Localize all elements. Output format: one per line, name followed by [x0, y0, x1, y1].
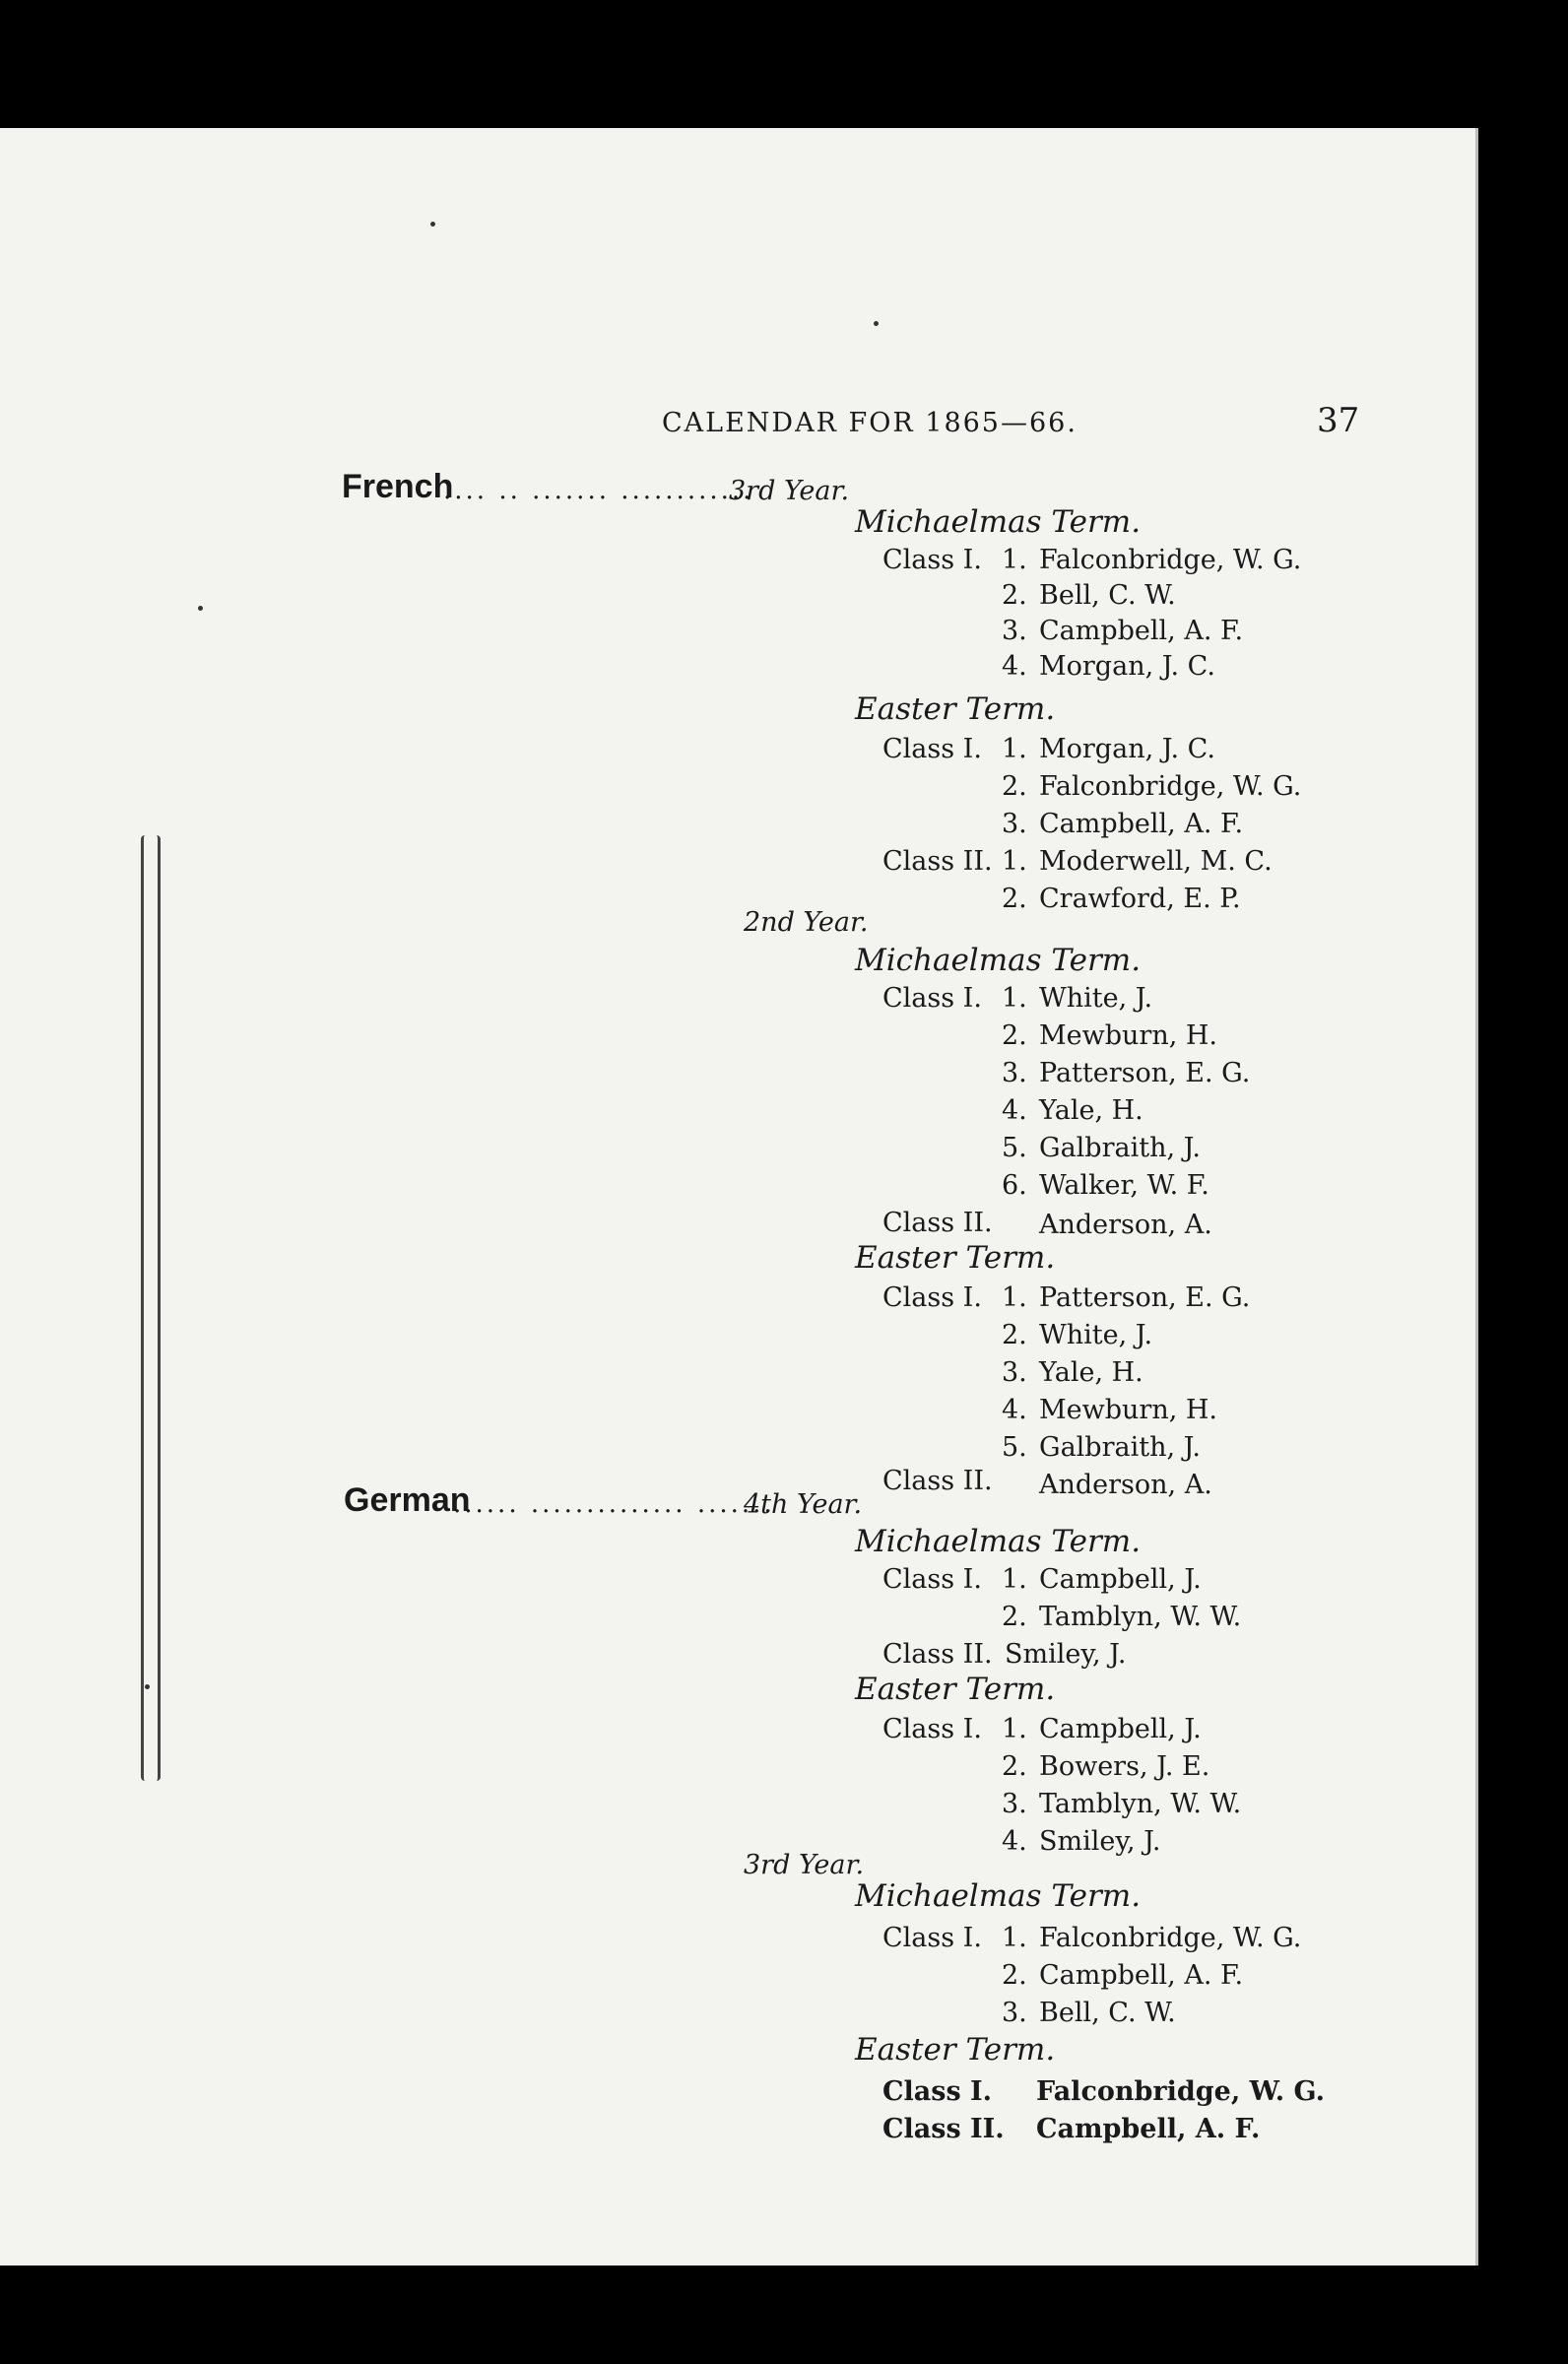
dot-leader: .... .. ....... ............ [443, 476, 754, 505]
year-label: 3rd Year. [729, 476, 850, 506]
ink-speck [198, 606, 203, 611]
rank-number: 1. [1002, 983, 1027, 1014]
rank-number: 1. [1002, 1714, 1027, 1744]
rank-number: 4. [1002, 1095, 1027, 1126]
student-name: Yale, H. [1039, 1357, 1143, 1388]
class-label: Class II. [882, 1639, 993, 1670]
subject-title: French [342, 468, 454, 505]
rank-number: 1. [1002, 1564, 1027, 1595]
rank-number: 3. [1002, 809, 1027, 839]
ink-speck [145, 1684, 150, 1689]
class-label: Class I. [882, 983, 982, 1014]
term-heading: Michaelmas Term. [855, 504, 1142, 540]
rank-number: 4. [1002, 1395, 1027, 1425]
rank-number: 4. [1002, 651, 1027, 682]
class-label: Class I. [882, 2076, 993, 2107]
student-name: Bell, C. W. [1039, 580, 1176, 611]
class-label: Class II. [882, 846, 993, 877]
student-name: Anderson, A. [1039, 1210, 1212, 1240]
student-name: Campbell, J. [1039, 1564, 1202, 1595]
rank-number: 1. [1002, 545, 1027, 575]
ink-speck [874, 321, 879, 326]
student-name: Falconbridge, W. G. [1039, 771, 1302, 802]
student-name: Tamblyn, W. W. [1039, 1789, 1242, 1819]
student-name: Campbell, A. F. [1039, 809, 1244, 839]
term-heading: Michaelmas Term. [855, 1878, 1142, 1914]
student-name: Morgan, J. C. [1039, 651, 1215, 682]
student-name: Patterson, E. G. [1039, 1058, 1251, 1088]
student-name: Mewburn, H. [1039, 1395, 1217, 1425]
rank-number: 1. [1002, 846, 1027, 877]
student-name: Smiley, J. [1039, 1826, 1161, 1857]
rank-number: 3. [1002, 1058, 1027, 1088]
rank-number: 6. [1002, 1170, 1027, 1201]
class-label: Class I. [882, 1564, 982, 1595]
student-name: Yale, H. [1039, 1095, 1143, 1126]
ink-speck [430, 222, 435, 227]
rank-number: 2. [1002, 1751, 1027, 1782]
rank-number: 1. [1002, 734, 1027, 764]
student-name: Falconbridge, W. G. [1039, 1923, 1302, 1953]
year-label: 4th Year. [744, 1489, 863, 1520]
rank-number: 2. [1002, 884, 1027, 914]
class-label: Class II. [882, 1208, 993, 1238]
rank-number: 5. [1002, 1133, 1027, 1163]
rank-number: 5. [1002, 1432, 1027, 1463]
class-label: Class I. [882, 734, 982, 764]
student-name: Campbell, J. [1039, 1714, 1202, 1744]
student-name: White, J. [1039, 1320, 1153, 1350]
student-name: Crawford, E. P. [1039, 884, 1241, 914]
term-heading: Easter Term. [855, 1672, 1056, 1707]
term-heading: Michaelmas Term. [855, 1524, 1142, 1559]
student-name: Galbraith, J. [1039, 1133, 1201, 1163]
student-name: Moderwell, M. C. [1039, 846, 1273, 877]
student-name: Smiley, J. [1005, 1639, 1127, 1670]
subject-title: German [344, 1481, 471, 1519]
rank-number: 2. [1002, 1020, 1027, 1051]
year-label: 3rd Year. [744, 1850, 865, 1880]
margin-bracket [141, 835, 161, 1781]
running-header: CALENDAR FOR 1865—66. [662, 408, 1078, 438]
year-label: 2nd Year. [744, 907, 869, 938]
class-label: Class I. [882, 1282, 982, 1313]
student-name: Campbell, A. F. [1039, 616, 1244, 646]
term-heading: Easter Term. [855, 2032, 1056, 2068]
student-name: White, J. [1039, 983, 1153, 1014]
student-name: Walker, W. F. [1039, 1170, 1209, 1201]
rank-number: 2. [1002, 1960, 1027, 1991]
rank-number: 2. [1002, 771, 1027, 802]
class-label: Class I. [882, 1714, 982, 1744]
dot-leader: ...... .............. ....... [453, 1489, 775, 1519]
student-name: Bowers, J. E. [1039, 1751, 1210, 1782]
student-name: Galbraith, J. [1039, 1432, 1201, 1463]
student-name: Falconbridge, W. G. [1039, 545, 1302, 575]
rank-number: 3. [1002, 616, 1027, 646]
term-heading: Michaelmas Term. [855, 943, 1142, 978]
rank-number: 2. [1002, 1320, 1027, 1350]
class-label: Class I. [882, 1923, 982, 1953]
page-number: 37 [1317, 401, 1360, 440]
rank-number: 1. [1002, 1282, 1027, 1313]
rank-number: 3. [1002, 1998, 1027, 2028]
student-name: Tamblyn, W. W. [1039, 1602, 1242, 1632]
rank-number: 1. [1002, 1923, 1027, 1953]
student-name: Campbell, A. F. [1036, 2114, 1261, 2144]
student-name: Campbell, A. F. [1039, 1960, 1244, 1991]
student-name: Morgan, J. C. [1039, 734, 1215, 764]
class-label: Class I. [882, 545, 982, 575]
rank-number: 4. [1002, 1826, 1027, 1857]
class-label: Class II. [882, 1466, 993, 1496]
rank-number: 2. [1002, 1602, 1027, 1632]
rank-number: 3. [1002, 1357, 1027, 1388]
term-heading: Easter Term. [855, 1240, 1056, 1276]
student-name: Bell, C. W. [1039, 1998, 1176, 2028]
student-name: Anderson, A. [1039, 1470, 1212, 1500]
student-name: Mewburn, H. [1039, 1020, 1217, 1051]
rank-number: 2. [1002, 580, 1027, 611]
rank-number: 3. [1002, 1789, 1027, 1819]
student-name: Patterson, E. G. [1039, 1282, 1251, 1313]
class-label: Class II. [882, 2114, 1005, 2144]
term-heading: Easter Term. [855, 691, 1056, 727]
student-name: Falconbridge, W. G. [1036, 2076, 1326, 2107]
